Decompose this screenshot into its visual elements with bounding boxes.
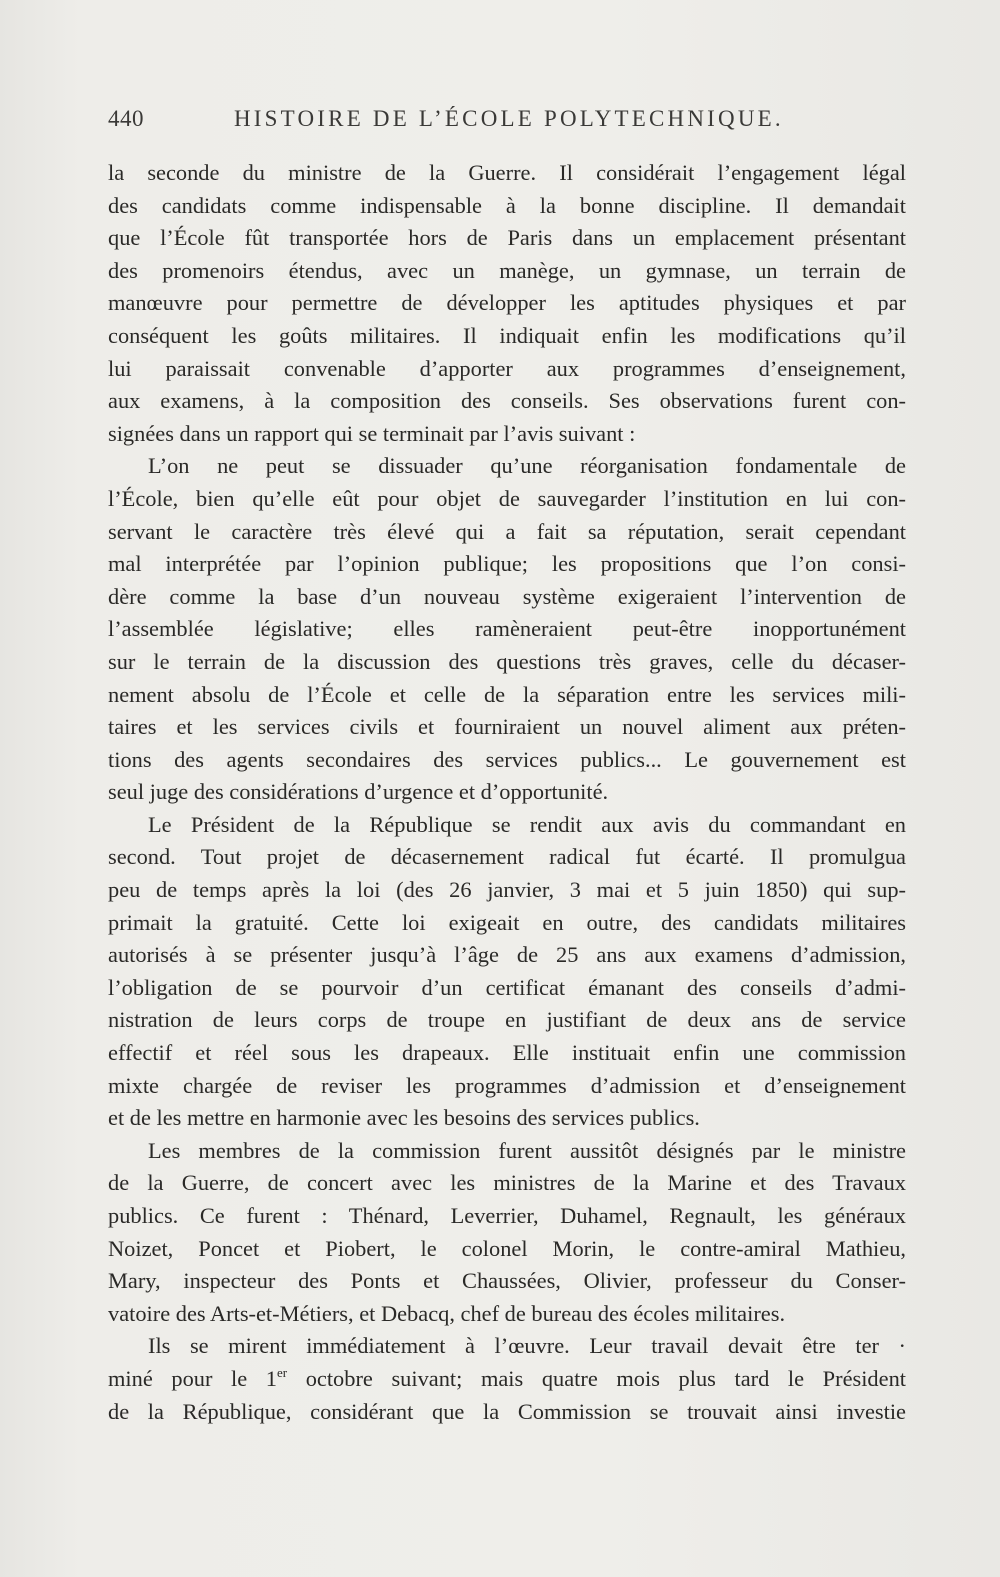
text-line: conséquent les goûts militaires. Il indiquait enfin les modifications qu’il <box>108 322 906 348</box>
text-line: mal interprétée par l’opinion publique; les propositions que l’on consi- <box>108 551 906 577</box>
text-line: et de les mettre en harmonie avec les besoins des services publics. <box>108 1105 700 1131</box>
text-line: Les membres de la commission furent aussitôt désignés par le ministre <box>148 1137 906 1163</box>
text-line: nement absolu de l’École et celle de la séparation entre les services mili- <box>108 681 906 707</box>
page-number: 440 <box>108 106 144 131</box>
text-line: l’obligation de se pourvoir d’un certificat émanant des conseils d’admi- <box>108 974 906 1000</box>
text-line: publics. Ce furent : Thénard, Leverrier, Duhamel, Regnault, les généraux <box>108 1203 906 1228</box>
text-line: servant le caractère très élevé qui a fait sa réputation, serait cependant <box>108 518 906 544</box>
text-line: Noizet, Poncet et Piobert, le colonel Morin, le contre-amiral Mathieu, <box>108 1235 906 1261</box>
text-line: de la Guerre, de concert avec les ministres de la Marine et des Travaux <box>108 1170 906 1196</box>
text-line: lui paraissait convenable d’apporter aux programmes d’enseignement, <box>108 355 906 381</box>
text-line: aux examens, à la composition des conseils. Ses observations furent con- <box>108 388 906 414</box>
text-line: seul juge des considérations d’urgence et d’opportunité. <box>108 779 609 805</box>
text-line: Le Président de la République se rendit aux avis du commandant en <box>148 811 906 837</box>
text-line: l’École, bien qu’elle eût pour objet de sauvegarder l’institution en lui con- <box>108 485 906 511</box>
text-line: que l’École fût transportée hors de Paris dans un emplacement présentant <box>108 225 906 251</box>
text-line: sur le terrain de la discussion des questions très graves, celle du décaser- <box>108 648 906 674</box>
text-line: signées dans un rapport qui se terminait par l’avis suivant : <box>108 420 636 446</box>
text-segment: octobre suivant; mais quatre mois plus tard le Président <box>287 1365 906 1391</box>
text-line: dère comme la base d’un nouveau système exigeraient l’intervention de <box>108 583 906 609</box>
text-line: Ils se mirent immédiatement à l’œuvre. Leur travail devait être ter · <box>148 1333 906 1359</box>
text-line: la seconde du ministre de la Guerre. Il considérait l’engagement légal <box>108 160 906 185</box>
text-line: second. Tout projet de décasernement radical fut écarté. Il promulgua <box>108 844 906 870</box>
text-line: autorisés à se présenter jusqu’à l’âge de 25 ans aux examens d’admission, <box>108 942 906 968</box>
ordinal-superscript: er <box>276 1364 288 1380</box>
text-line: vatoire des Arts-et-Métiers, et Debacq, chef de bureau des écoles militaires. <box>108 1300 786 1326</box>
text-line: des promenoirs étendus, avec un manège, un gymnase, un terrain de <box>108 257 906 283</box>
text-line: L’on ne peut se dissuader qu’une réorganisation fondamentale de <box>148 453 906 479</box>
running-head <box>108 104 784 134</box>
running-title: HISTOIRE DE L’ÉCOLE POLYTECHNIQUE. <box>234 106 784 131</box>
text-line: de la République, considérant que la Commission se trouvait ainsi investie <box>108 1398 906 1424</box>
text-line: primait la gratuité. Cette loi exigeait en outre, des candidats militaires <box>108 909 906 935</box>
text-line: des candidats comme indispensable à la bonne discipline. Il demandait <box>108 192 906 218</box>
text-line: taires et les services civils et fourniraient un nouvel aliment aux préten- <box>108 714 906 740</box>
text-line <box>108 1363 906 1396</box>
text-line: effectif et réel sous les drapeaux. Elle instituait enfin une commission <box>108 1040 906 1066</box>
body-text <box>108 157 906 1428</box>
text-line: tions des agents secondaires des services publics... Le gouvernement est <box>108 746 906 772</box>
text-line: nistration de leurs corps de troupe en justifiant de deux ans de service <box>108 1007 906 1033</box>
text-line: l’assemblée législative; elles ramèneraient peut-être inopportunément <box>108 616 906 642</box>
text-line: peu de temps après la loi (des 26 janvier, 3 mai et 5 juin 1850) qui sup- <box>108 877 906 903</box>
text-segment: miné pour le 1 <box>108 1365 277 1391</box>
text-line: manœuvre pour permettre de développer les aptitudes physiques et par <box>108 290 906 316</box>
text-line: mixte chargée de reviser les programmes d’admission et d’enseignement <box>108 1072 906 1098</box>
text-line: Mary, inspecteur des Ponts et Chaussées, Olivier, professeur du Conser- <box>108 1268 906 1294</box>
